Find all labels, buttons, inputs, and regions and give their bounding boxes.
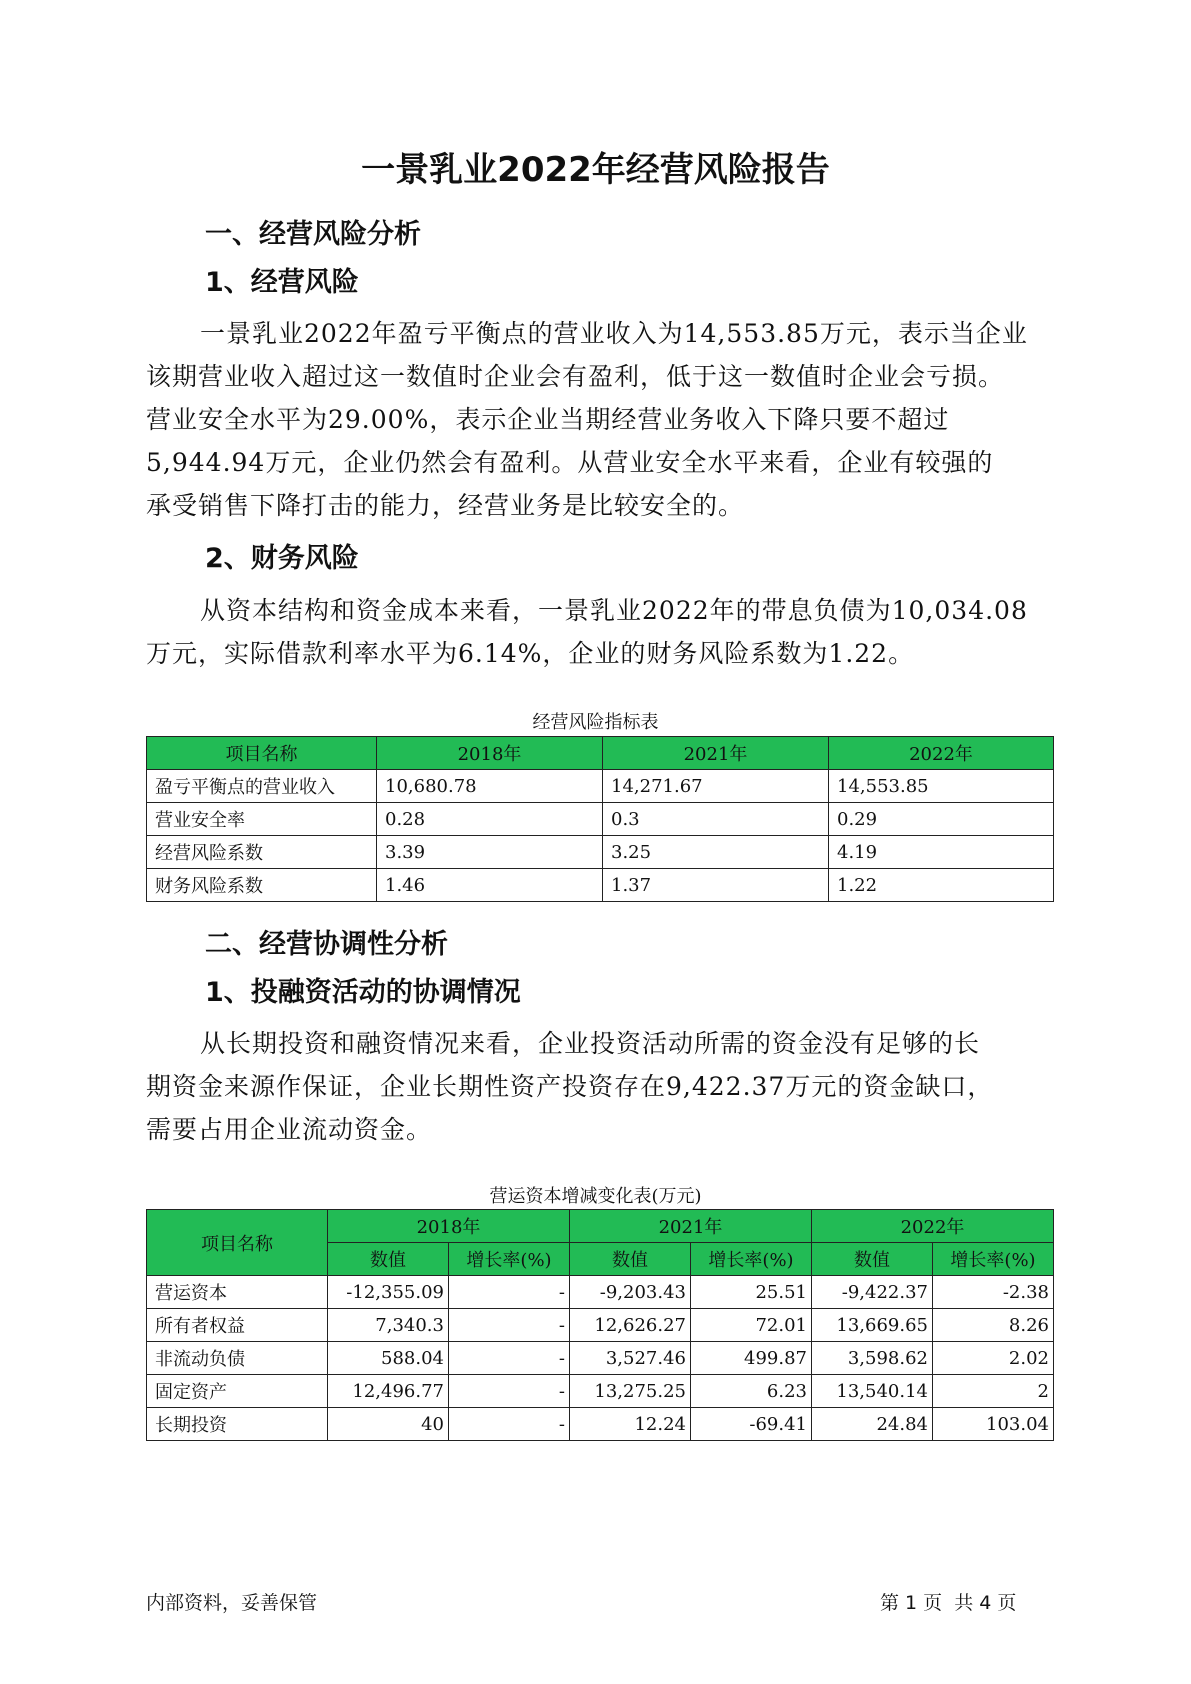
table-cell: 3.39 (377, 836, 603, 869)
table-row (147, 1375, 1054, 1408)
table-header-cell: 2021年 (570, 1210, 812, 1243)
table-row (147, 869, 1054, 902)
table-cell: 3,598.62 (812, 1342, 933, 1375)
table-cell: 7,340.3 (328, 1309, 449, 1342)
table-cell: 经营风险系数 (147, 836, 377, 869)
table-cell: 营运资本 (147, 1276, 328, 1309)
table-row (147, 770, 1054, 803)
paragraph-line: 营业安全水平为29.00%，表示企业当期经营业务收入下降只要不超过 (146, 405, 950, 434)
table-header-cell: 2018年 (328, 1210, 570, 1243)
table-cell: -12,355.09 (328, 1276, 449, 1309)
table-cell: 72.01 (691, 1309, 812, 1342)
table-cell: 6.23 (691, 1375, 812, 1408)
section-1-heading: 一、经营风险分析 (205, 219, 421, 250)
section-2-1-heading: 1、投融资活动的协调情况 (205, 977, 521, 1008)
table-cell: 3.25 (603, 836, 829, 869)
section-1-1-heading: 1、经营风险 (205, 267, 359, 298)
paragraph-line: 万元，实际借款利率水平为6.14%，企业的财务风险系数为1.22。 (146, 639, 915, 668)
table-cell: 40 (328, 1408, 449, 1441)
table-cell: 13,275.25 (570, 1375, 691, 1408)
table-cell: 4.19 (829, 836, 1054, 869)
table-header-cell: 2022年 (829, 737, 1054, 770)
table-cell: 0.29 (829, 803, 1054, 836)
table-cell: -9,203.43 (570, 1276, 691, 1309)
table-cell: 盈亏平衡点的营业收入 (147, 770, 377, 803)
table-row (147, 836, 1054, 869)
footer-confidential-note: 内部资料，妥善保管 (146, 1592, 318, 1614)
table-row (147, 1342, 1054, 1375)
table-cell: 10,680.78 (377, 770, 603, 803)
table-header-cell: 2022年 (812, 1210, 1054, 1243)
table-header-cell: 增长率(%) (933, 1243, 1054, 1276)
table-cell: 1.37 (603, 869, 829, 902)
table-row (147, 803, 1054, 836)
operating-risk-paragraph (146, 312, 1066, 527)
table-cell: 12,496.77 (328, 1375, 449, 1408)
table-header-cell: 2021年 (603, 737, 829, 770)
table-cell: 12,626.27 (570, 1309, 691, 1342)
table-cell: 营业安全率 (147, 803, 377, 836)
table-row (147, 1276, 1054, 1309)
table-cell: 12.24 (570, 1408, 691, 1441)
paragraph-line: 该期营业收入超过这一数值时企业会有盈利，低于这一数值时企业会亏损。 (146, 362, 1005, 391)
table-cell: 8.26 (933, 1309, 1054, 1342)
table-cell: - (449, 1342, 570, 1375)
paragraph-line: 从资本结构和资金成本来看，一景乳业2022年的带息负债为10,034.08 (200, 596, 1028, 625)
paragraph-line: 从长期投资和融资情况来看，企业投资活动所需的资金没有足够的长 (200, 1029, 981, 1058)
section-2-heading: 二、经营协调性分析 (205, 929, 448, 960)
table-header-cell: 增长率(%) (449, 1243, 570, 1276)
table-cell: -2.38 (933, 1276, 1054, 1309)
table-cell: -69.41 (691, 1408, 812, 1441)
table-cell: 24.84 (812, 1408, 933, 1441)
paragraph-line: 承受销售下降打击的能力，经营业务是比较安全的。 (146, 491, 745, 520)
section-1-2-heading: 2、财务风险 (205, 543, 359, 574)
table-cell: 1.22 (829, 869, 1054, 902)
table-cell: 13,669.65 (812, 1309, 933, 1342)
working-capital-table-caption: 营运资本增减变化表(万元) (489, 1186, 702, 1207)
table-header-cell: 项目名称 (147, 1210, 328, 1276)
table-cell: 588.04 (328, 1342, 449, 1375)
paragraph-line: 需要占用企业流动资金。 (146, 1115, 433, 1144)
document-title: 一景乳业2022年经营风险报告 (361, 150, 830, 190)
table-cell: 3,527.46 (570, 1342, 691, 1375)
table-cell: 财务风险系数 (147, 869, 377, 902)
table-cell: - (449, 1309, 570, 1342)
table-cell: - (449, 1375, 570, 1408)
table-cell: 2.02 (933, 1342, 1054, 1375)
table-row (147, 1309, 1054, 1342)
table-header-cell: 数值 (812, 1243, 933, 1276)
table-row (147, 1408, 1054, 1441)
table-cell: 所有者权益 (147, 1309, 328, 1342)
table-cell: -9,422.37 (812, 1276, 933, 1309)
working-capital-table (146, 1209, 1054, 1441)
table-cell: - (449, 1408, 570, 1441)
table-header-row (147, 737, 1054, 770)
risk-indicator-table (146, 736, 1054, 902)
table-cell: 2 (933, 1375, 1054, 1408)
table-header-cell: 项目名称 (147, 737, 377, 770)
risk-table-caption: 经营风险指标表 (532, 712, 659, 733)
investment-financing-paragraph (146, 1022, 1066, 1151)
table-cell: 13,540.14 (812, 1375, 933, 1408)
table-cell: 长期投资 (147, 1408, 328, 1441)
paragraph-line: 一景乳业2022年盈亏平衡点的营业收入为14,553.85万元，表示当企业 (200, 319, 1028, 348)
table-cell: - (449, 1276, 570, 1309)
table-header-cell: 数值 (328, 1243, 449, 1276)
paragraph-line: 5,944.94万元，企业仍然会有盈利。从营业安全水平来看，企业有较强的 (146, 448, 994, 477)
table-cell: 固定资产 (147, 1375, 328, 1408)
financial-risk-paragraph (146, 589, 1066, 675)
table-cell: 14,271.67 (603, 770, 829, 803)
table-cell: 25.51 (691, 1276, 812, 1309)
paragraph-line: 期资金来源作保证，企业长期性资产投资存在9,422.37万元的资金缺口， (146, 1072, 994, 1101)
footer-page-number: 第 1 页 共 4 页 (880, 1592, 1017, 1614)
table-header-cell: 增长率(%) (691, 1243, 812, 1276)
table-header-row (147, 1210, 1054, 1243)
table-cell: 103.04 (933, 1408, 1054, 1441)
table-cell: 499.87 (691, 1342, 812, 1375)
table-cell: 14,553.85 (829, 770, 1054, 803)
table-header-cell: 数值 (570, 1243, 691, 1276)
table-cell: 0.3 (603, 803, 829, 836)
table-cell: 1.46 (377, 869, 603, 902)
table-cell: 非流动负债 (147, 1342, 328, 1375)
table-cell: 0.28 (377, 803, 603, 836)
table-header-cell: 2018年 (377, 737, 603, 770)
